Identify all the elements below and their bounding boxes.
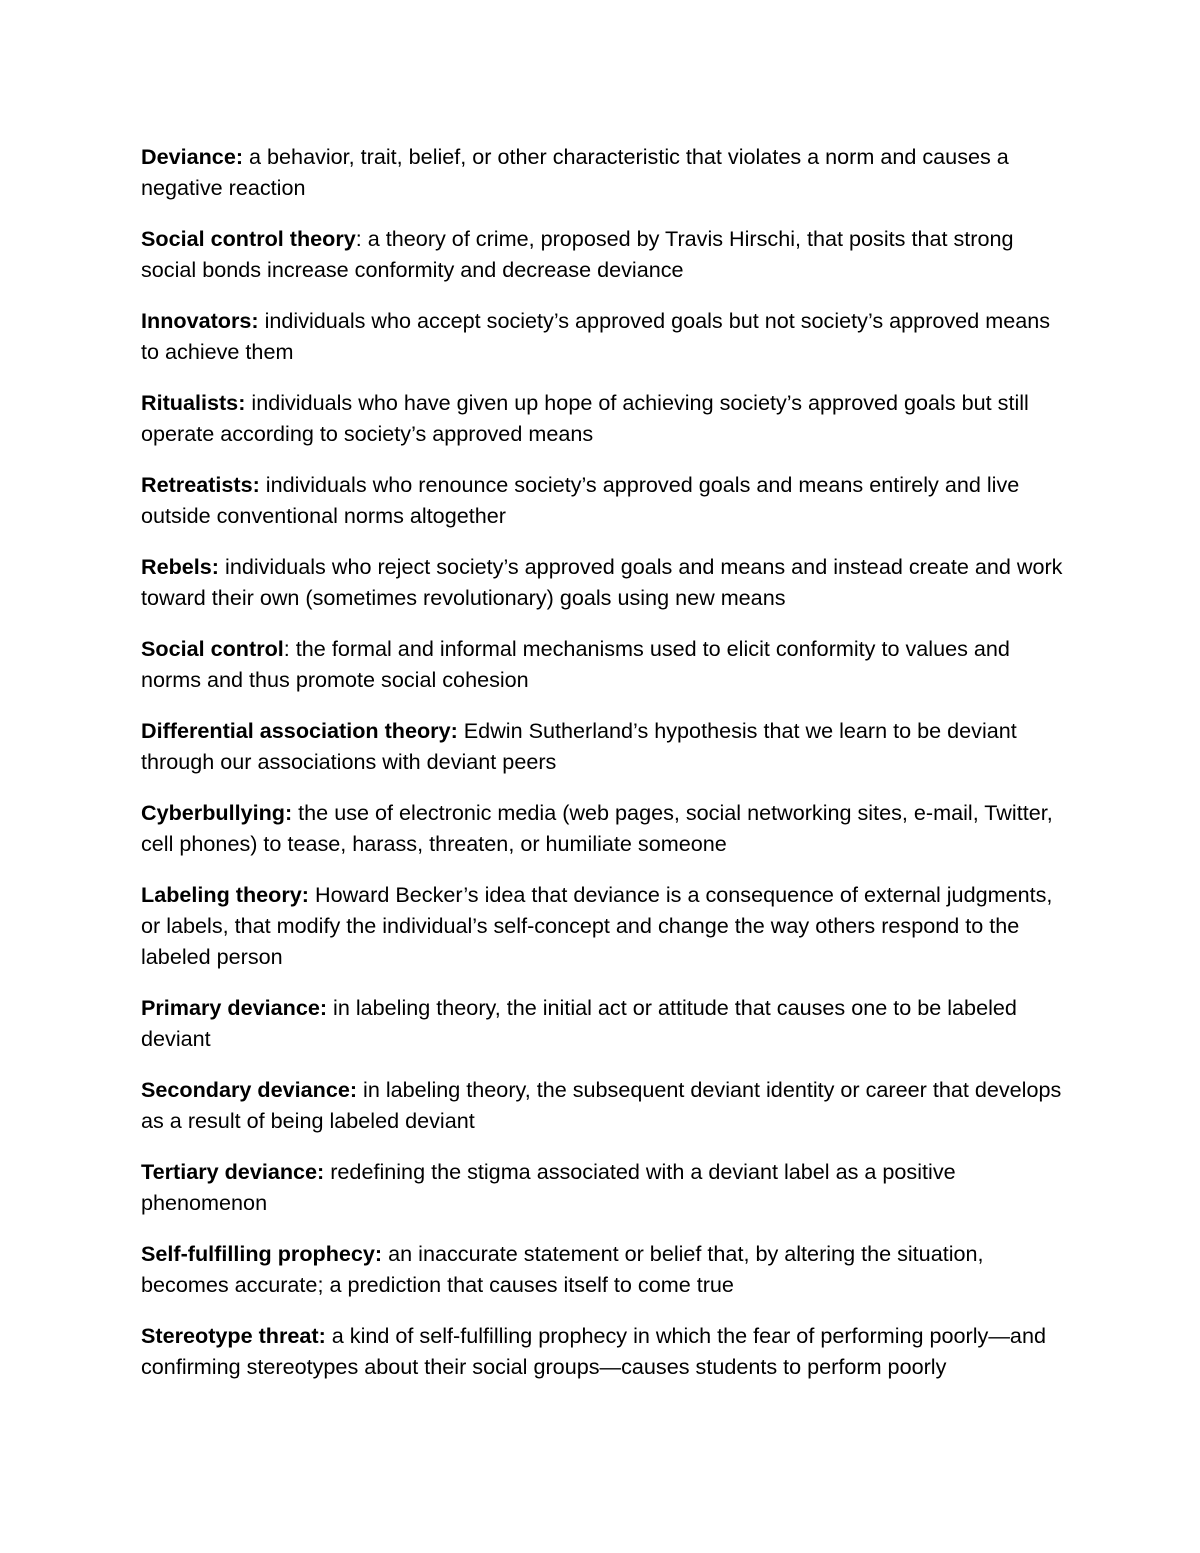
term: Secondary deviance:: [141, 1077, 358, 1102]
term: Retreatists:: [141, 472, 260, 497]
term: Rebels:: [141, 554, 220, 579]
definition: Edwin Sutherland’s hypothesis that we learn to be deviant through our associations with deviant peers: [141, 718, 1017, 774]
glossary-entry-cyberbullying: [141, 797, 1066, 859]
glossary-entry-social-control-theory: [141, 223, 1066, 285]
definition: : a theory of crime, proposed by Travis Hirschi, that posits that strong social bonds increase conformity and decrease deviance: [141, 226, 1014, 282]
definition: an inaccurate statement or belief that, by altering the situation, becomes accurate; a prediction that causes itself to come true: [141, 1241, 984, 1297]
term: Tertiary deviance:: [141, 1159, 325, 1184]
definition: individuals who reject society’s approved goals and means and instead create and work toward their own (sometimes revolutionary) goals using new means: [141, 554, 1063, 610]
glossary-entry-stereotype-threat: [141, 1320, 1066, 1382]
definition: individuals who renounce society’s approved goals and means entirely and live outside conventional norms altogether: [141, 472, 1020, 528]
definition: individuals who have given up hope of achieving society’s approved goals but still operate according to society’s approved means: [141, 390, 1029, 446]
glossary-entry-social-control: [141, 633, 1066, 695]
term: Innovators:: [141, 308, 259, 333]
term: Differential association theory:: [141, 718, 458, 743]
term: Labeling theory:: [141, 882, 309, 907]
glossary-entry-differential-association-theory: [141, 715, 1066, 777]
term: Self-fulfilling prophecy:: [141, 1241, 383, 1266]
definition: the use of electronic media (web pages, social networking sites, e-mail, Twitter, cell phones) to tease, harass, threaten, or humiliate someone: [141, 800, 1053, 856]
definition: redefining the stigma associated with a deviant label as a positive phenomenon: [141, 1159, 956, 1215]
glossary-entry-ritualists: [141, 387, 1066, 449]
term: Stereotype threat:: [141, 1323, 326, 1348]
term: Ritualists:: [141, 390, 246, 415]
term: Social control: [141, 636, 284, 661]
definition: individuals who accept society’s approved goals but not society’s approved means to achieve them: [141, 308, 1051, 364]
definition: in labeling theory, the subsequent deviant identity or career that develops as a result of being labeled deviant: [141, 1077, 1062, 1133]
document-page: [141, 141, 1066, 1402]
glossary-entry-self-fulfilling-prophecy: [141, 1238, 1066, 1300]
definition: Howard Becker’s idea that deviance is a consequence of external judgments, or labels, that modify the individual’s self-concept and change the way others respond to the labeled person: [141, 882, 1053, 969]
glossary-entry-labeling-theory: [141, 879, 1066, 972]
definition: : the formal and informal mechanisms used to elicit conformity to values and norms and thus promote social cohesion: [141, 636, 1010, 692]
glossary-entry-rebels: [141, 551, 1066, 613]
glossary-entry-primary-deviance: [141, 992, 1066, 1054]
definition: in labeling theory, the initial act or attitude that causes one to be labeled deviant: [141, 995, 1017, 1051]
definition: a kind of self-fulfilling prophecy in which the fear of performing poorly—and confirming stereotypes about their social groups—causes students to perform poorly: [141, 1323, 1046, 1379]
term: Deviance:: [141, 144, 244, 169]
term: Social control theory: [141, 226, 356, 251]
term: Cyberbullying:: [141, 800, 293, 825]
glossary-entry-tertiary-deviance: [141, 1156, 1066, 1218]
term: Primary deviance:: [141, 995, 328, 1020]
glossary-entry-innovators: [141, 305, 1066, 367]
definition: a behavior, trait, belief, or other characteristic that violates a norm and causes a negative reaction: [141, 144, 1009, 200]
glossary-entry-secondary-deviance: [141, 1074, 1066, 1136]
glossary-entry-retreatists: [141, 469, 1066, 531]
glossary-entry-deviance: [141, 141, 1066, 203]
